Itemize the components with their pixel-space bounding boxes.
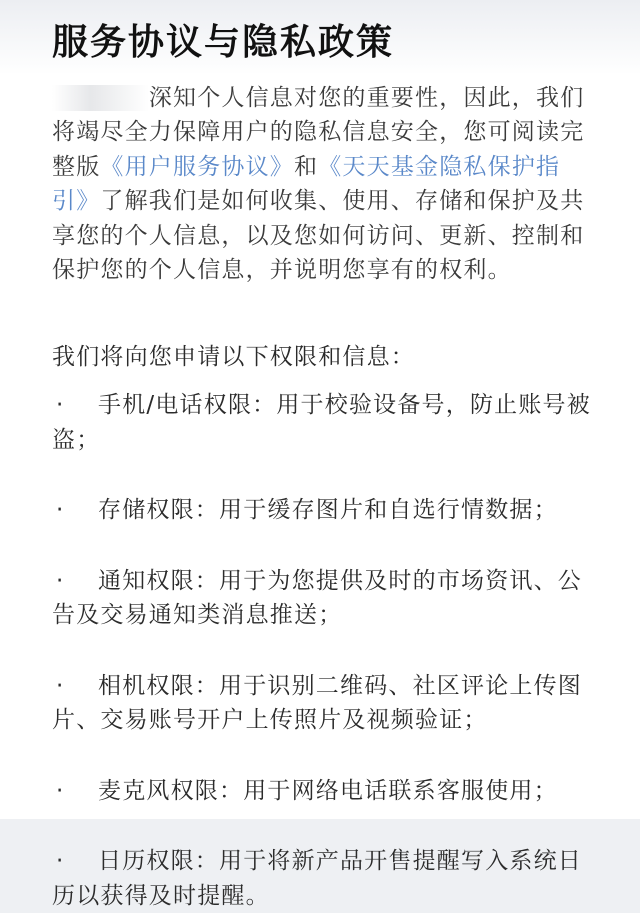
permission-item-microphone [52,774,597,809]
permission-item-storage [52,493,597,528]
permission-text: 麦克风权限：用于网络电话联系客服使用； [98,777,558,804]
permission-item-notification [52,564,597,633]
permission-item-camera [52,669,597,738]
bullet-dot: · [56,567,65,594]
permission-text: 通知权限：用于为您提供及时的市场资讯、公告及交易通知类消息推送； [52,567,582,628]
bullet-dot: · [56,672,65,699]
permission-item-calendar [52,844,597,913]
service-agreement-link[interactable]: 《用户服务协议》 [100,153,295,180]
bullet-dot: · [56,392,65,418]
permissions-list [52,388,597,913]
page-title: 服务协议与隐私政策 [52,22,395,63]
bullet-dot: · [56,497,65,523]
permission-text: 手机/电话权限：用于校验设备号，防止账号被盗； [52,392,591,453]
privacy-guide-link[interactable]: 《天天基金隐私保护指引》 [52,153,561,215]
bullet-dot: · [56,777,65,804]
permission-text: 存储权限：用于缓存图片和自选行情数据； [98,497,558,523]
intro-text-part1: 深知个人信息对您的重要性，因此，我们将竭尽全力保障用户的隐私信息安全，您可阅读完整版 [52,85,585,180]
intro-paragraph [52,81,592,287]
permission-text: 相机权限：用于识别二维码、社区评论上传图片、交易账号开户上传照片及视频验证； [52,672,582,733]
permissions-heading: 我们将向您申请以下权限和信息： [52,344,415,370]
intro-and-text: 和 [294,153,319,180]
intro-faded-lead [52,85,149,111]
intro-text-part2: 了解我们是如何收集、使用、存储和保护及共享您的个人信息，以及您如何访问、更新、控制和保护您的个人信息，并说明您享有的权利。 [52,188,585,284]
permission-item-phone [52,388,597,457]
bullet-dot: · [56,848,65,874]
permission-text: 日历权限：用于将新产品开售提醒写入系统日历以获得及时提醒。 [52,848,582,909]
